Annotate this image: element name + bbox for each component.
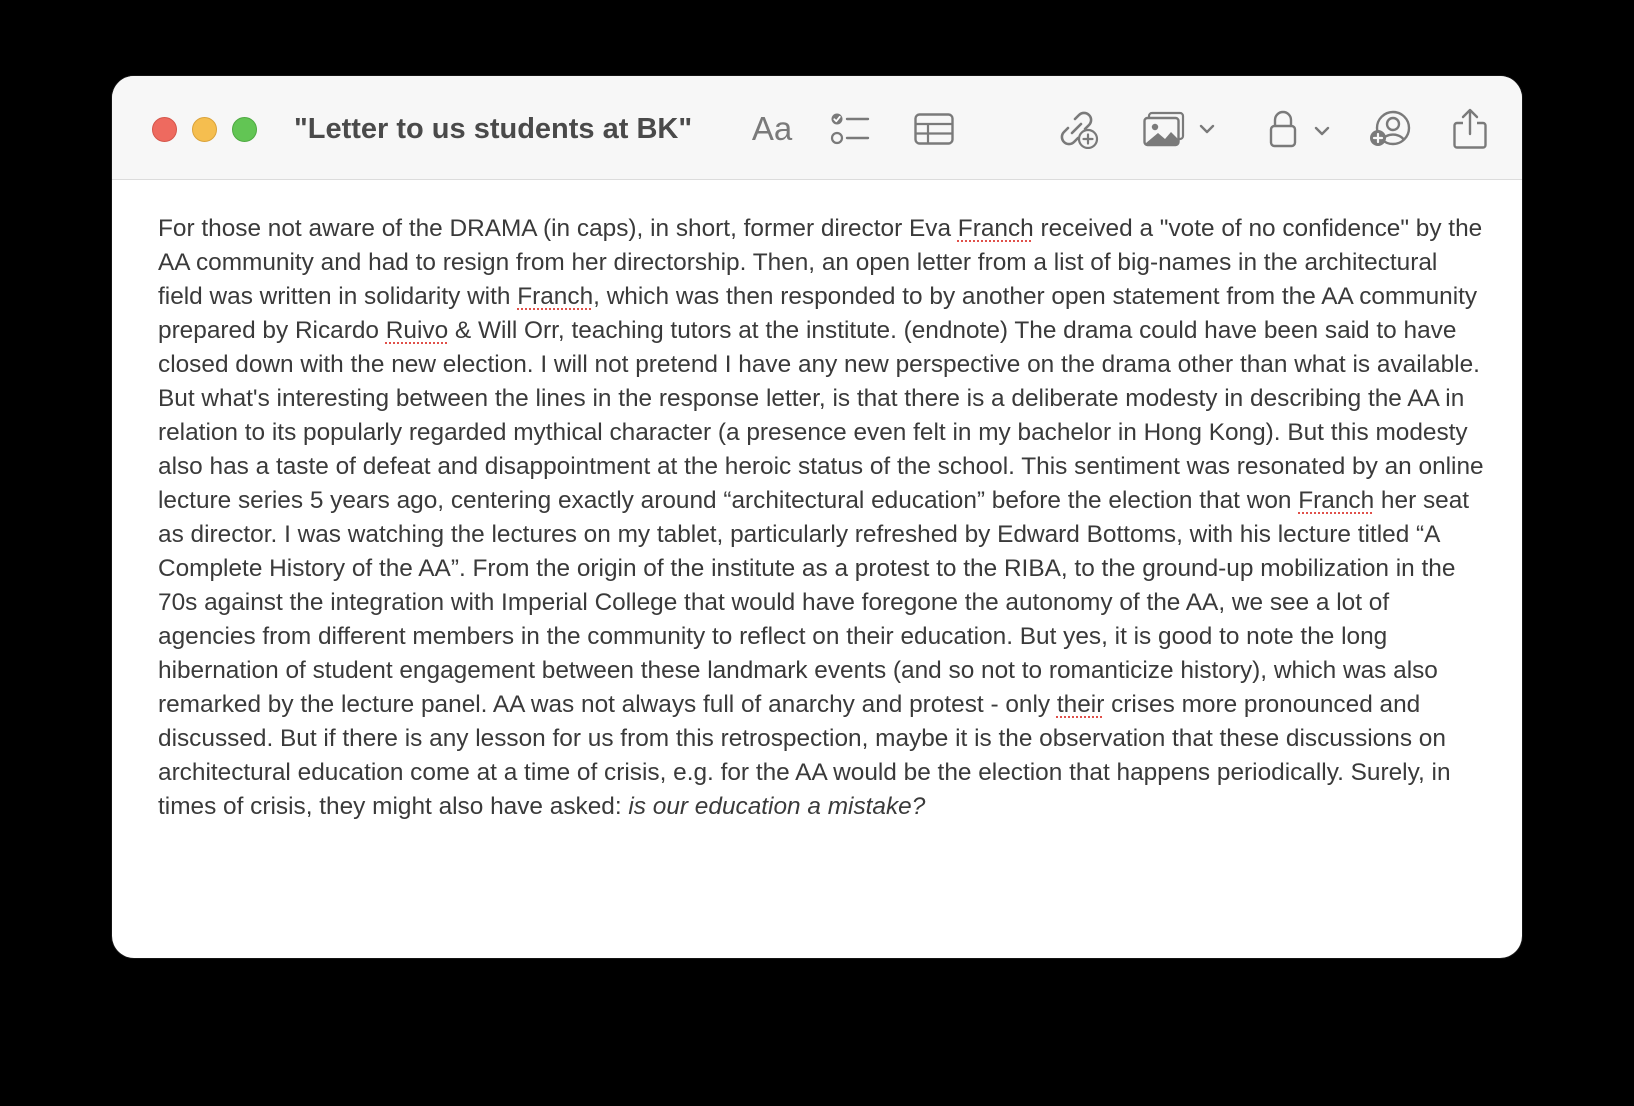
add-link-icon — [1057, 109, 1099, 149]
body-text: her seat as director. I was watching the lectures on my tablet, particularly refreshed by Edward Bottoms, with his lecture titled “A Complete History of the AA”. From the origin of the institute as a protest to the RIBA, to the ground-up mobilization in the 70s against the integration with Imperial College that would have foregone the autonomy of the AA, we see a lot of agencies from different members in the community to reflect on their education. But yes, it is good to note the long hibernation of student engagement between these landmark events (and so not to romanticize history), which was also remarked by the lecture panel. AA was not always full of anarchy and protest - only — [158, 487, 1470, 718]
note-body[interactable] — [158, 212, 1488, 824]
notes-window — [112, 76, 1522, 958]
checklist-button[interactable] — [827, 104, 873, 154]
share-button[interactable] — [1450, 104, 1490, 154]
collaborate-button[interactable] — [1368, 104, 1414, 154]
body-text: For those not aware of the DRAMA (in caps), in short, former director Eva — [158, 215, 958, 242]
close-button[interactable] — [152, 117, 177, 142]
body-text: received a "vote of no confidence" by the AA community and had to resign from her directorship. Then, an open letter from a list of big-names in the architectural field was written in solidarity with — [158, 215, 1483, 310]
lock-icon — [1268, 109, 1338, 149]
italic-question: is our education a mistake? — [628, 793, 926, 820]
media-button[interactable] — [1142, 104, 1222, 154]
share-icon — [1452, 108, 1488, 150]
format-button[interactable] — [742, 104, 802, 154]
add-link-button[interactable] — [1056, 104, 1100, 154]
misspelled-word: Franch — [957, 215, 1034, 242]
body-text: crises more pronounced and discussed. But if there is any lesson for us from this retrospection, maybe it is the observation that these discussions on architectural education come at a time of crisis, e.g. for the AA would be the election that happens periodically. Surely, in times of crisis, they might also have asked: — [158, 691, 1451, 820]
media-icon — [1143, 111, 1221, 147]
table-button[interactable] — [912, 104, 956, 154]
toolbar — [112, 76, 1522, 180]
misspelled-word: Ruivo — [385, 317, 449, 344]
collaborate-icon — [1369, 109, 1413, 149]
body-text: , which was then responded to by another open statement from the AA community prepared by Ricardo — [158, 283, 1478, 344]
zoom-button[interactable] — [232, 117, 257, 142]
text-format-icon: Aa — [751, 110, 793, 147]
misspelled-word: Franch — [517, 283, 594, 310]
note-title: "Letter to us students at BK" — [294, 113, 693, 145]
misspelled-word: Franch — [1298, 487, 1375, 514]
lock-button[interactable] — [1268, 104, 1338, 154]
body-text: & Will Orr, teaching tutors at the institute. (endnote) The drama could have been said to have closed down with the new election. I will not pretend I have any new perspective on the drama other than what is available. But what's interesting between the lines in the response letter, is that there is a deliberate modesty in describing the AA in relation to its popularly regarded mythical character (a presence even felt in my bachelor in Hong Kong). But this modesty also has a taste of defeat and disappointment at the heroic status of the school. This sentiment was resonated by an online lecture series 5 years ago, centering exactly around “architectural education” before the election that won — [158, 317, 1484, 514]
table-icon — [914, 113, 954, 145]
checklist-icon — [830, 111, 870, 147]
minimize-button[interactable] — [192, 117, 217, 142]
misspelled-word: their — [1056, 691, 1105, 718]
